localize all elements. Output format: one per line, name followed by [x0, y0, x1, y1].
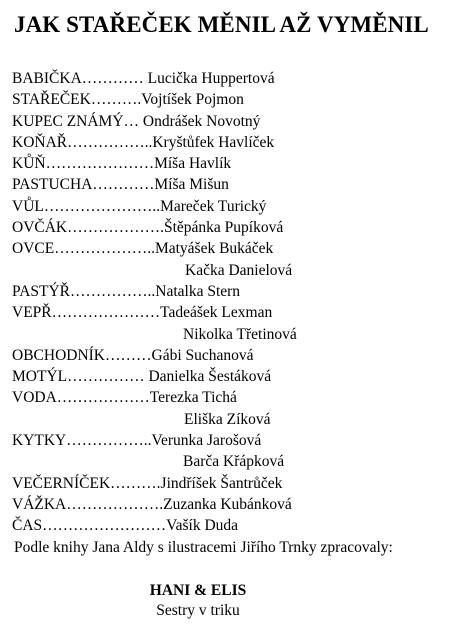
cast-actor-continuation: Nikolka Třetinová [183, 325, 297, 343]
cast-row [12, 196, 292, 217]
cast-row [12, 473, 292, 494]
cast-entry: VŮL…………………..Mareček Turický [12, 197, 267, 215]
cast-entry: PASTÝŘ……………..Natalka Stern [12, 282, 241, 300]
cast-row [12, 174, 292, 195]
cast-entry: KŮŇ…………………Míša Havlík [12, 155, 232, 173]
cast-entry: VEČERNÍČEK……….Jindříšek Šantrůček [12, 474, 283, 492]
cast-entry: STAŘEČEK……….Vojtíšek Pojmon [12, 91, 244, 109]
cast-entry: KUPEC ZNÁMÝ… Ondrášek Novotný [12, 112, 261, 130]
cast-entry: VEPŘ…………………Tadeášek Lexman [12, 304, 273, 322]
cast-row [12, 68, 292, 89]
cast-row [12, 430, 292, 451]
cast-list [12, 68, 297, 537]
cast-entry: OVCE………………..Matyášek Bukáček [12, 240, 274, 258]
page-title: JAK STAŘEČEK MĚNIL AŽ VYMĚNIL [14, 12, 429, 37]
cast-entry: OBCHODNÍK………Gábi Suchanová [12, 346, 254, 364]
cast-row [12, 324, 297, 345]
cast-row [12, 217, 292, 238]
cast-row [12, 153, 292, 174]
cast-entry: KYTKY……………..Verunka Jarošová [12, 432, 262, 450]
cast-row [12, 111, 292, 132]
authors-line: HANI & ELIS [149, 582, 247, 599]
cast-entry: ČAS……………………Vašík Duda [12, 517, 239, 535]
cast-entry: MOTÝL…………… Danielka Šestáková [12, 368, 272, 386]
cast-row [12, 494, 292, 515]
cast-actor-continuation: Eliška Zíková [184, 410, 271, 428]
cast-row [12, 409, 292, 430]
cast-row [12, 132, 292, 153]
cast-row [12, 260, 292, 281]
cast-entry: OVČÁK……………….Štěpánka Pupíková [12, 219, 284, 237]
cast-entry: VÁŽKA……………….Zuzanka Kubánková [12, 495, 292, 513]
cast-row [12, 515, 292, 536]
group-name: Sestry v triku [156, 602, 240, 619]
cast-entry: KOŇAŘ……………..Kryštůfek Havlíček [12, 133, 275, 151]
cast-entry: PASTUCHA…………Míša Mišun [12, 176, 229, 194]
cast-actor-continuation: Barča Křápková [183, 453, 285, 471]
credits-line: Podle knihy Jana Aldy s ilustracemi Jiřího Trnky zpracovaly: [14, 539, 393, 556]
cast-row [12, 345, 292, 366]
cast-row [12, 302, 292, 323]
cast-row [12, 451, 292, 472]
cast-entry: BABIČKA………… Lucička Huppertová [12, 70, 275, 87]
cast-row [12, 281, 292, 302]
cast-row [12, 387, 292, 408]
cast-actor-continuation: Kačka Danielová [185, 261, 293, 279]
cast-row [12, 238, 292, 259]
cast-entry: VODA………………Terezka Tichá [12, 389, 237, 407]
cast-row [12, 366, 292, 387]
cast-row [12, 89, 292, 110]
